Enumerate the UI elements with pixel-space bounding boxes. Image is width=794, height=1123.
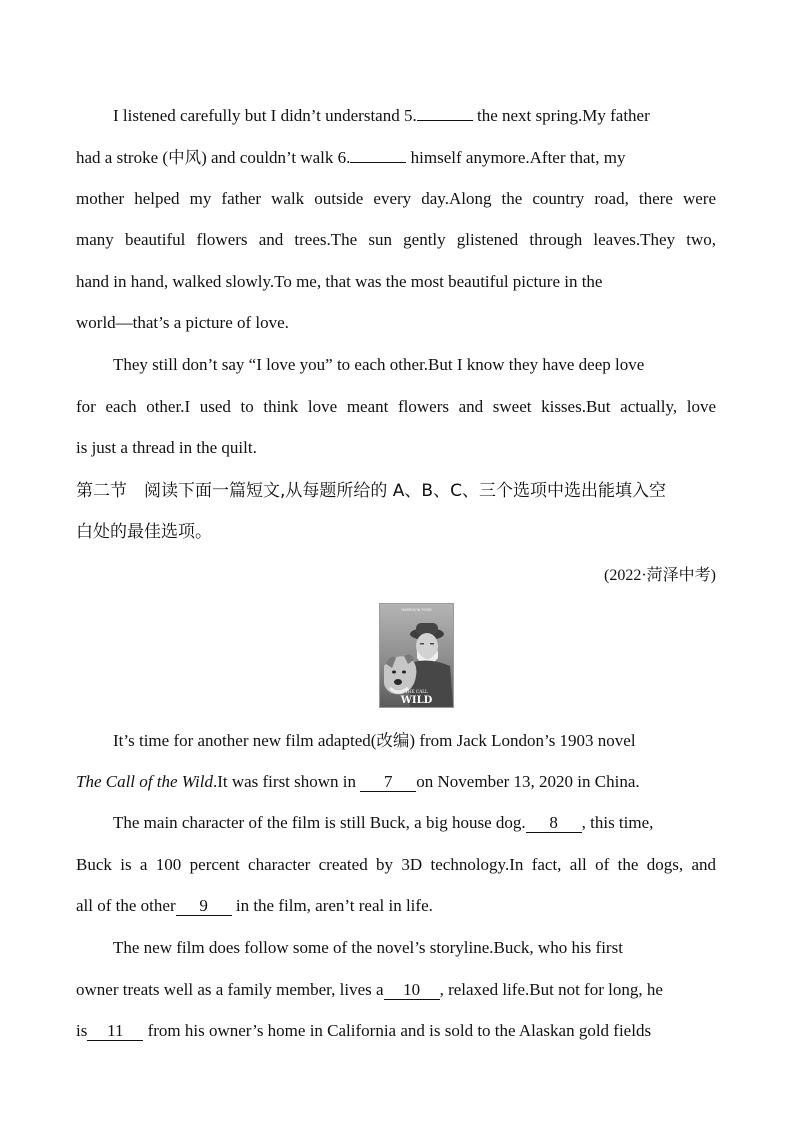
text-segment: I listened carefully but I didn’t understand 5.: [113, 106, 417, 125]
paragraph-quilt-line-3: is just a thread in the quilt.: [76, 438, 257, 457]
text-segment: , this time,: [581, 813, 654, 832]
answer-blank-5[interactable]: [417, 106, 473, 121]
chinese-gloss: 改编: [376, 731, 410, 750]
poster-title-large: WILD: [400, 695, 433, 706]
text-segment: It’s time for another new film adapted(: [113, 731, 377, 750]
text-segment: had a stroke (: [76, 148, 169, 167]
paragraph-love-line-2: [76, 147, 716, 169]
paragraph-quilt-line-2: for each other.I used to think love meant flowers and sweet kisses.But actually, love: [76, 397, 716, 416]
passage-p2-line-3: [76, 895, 716, 917]
answer-blank-7[interactable]: 7: [360, 773, 416, 792]
paragraph-love-line-1: [113, 105, 716, 127]
text-segment: all of the other: [76, 896, 176, 915]
answer-blank-8[interactable]: 8: [526, 814, 582, 833]
text-segment: in the film, aren’t real in life.: [231, 896, 433, 915]
poster-top-credit: HARRISON FORD: [401, 608, 432, 612]
text-segment: ) and couldn’t walk 6.: [201, 148, 351, 167]
text-segment: the next spring.My father: [472, 106, 650, 125]
passage-p1-line-1: [113, 730, 716, 752]
answer-blank-9[interactable]: 9: [176, 897, 232, 916]
passage-p2-line-2: Buck is a 100 percent character created by 3D technology.In fact, all of the dogs, and: [76, 855, 716, 874]
section-2-title-line-1: 第二节 阅读下面一篇短文,从每题所给的 A、B、C、三个选项中选出能填入空: [76, 481, 666, 501]
poster-title-small: THE CALL: [405, 689, 428, 694]
paragraph-love-line-3: mother helped my father walk outside every day.Along the country road, there were: [76, 189, 716, 208]
text-segment: owner treats well as a family member, lives a: [76, 980, 384, 999]
movie-poster-image: [379, 603, 454, 708]
text-segment: .It was first shown in: [212, 772, 361, 791]
paragraph-love-line-4: many beautiful flowers and trees.The sun gently glistened through leaves.They two,: [76, 230, 716, 249]
answer-blank-11[interactable]: 11: [87, 1022, 143, 1041]
passage-p3-line-3: [76, 1020, 716, 1042]
text-segment: from his owner’s home in California and is sold to the Alaskan gold fields: [143, 1021, 652, 1040]
text-segment: , relaxed life.But not for long, he: [439, 980, 663, 999]
paragraph-quilt-line-1: They still don’t say “I love you” to each other.But I know they have deep love: [113, 355, 645, 374]
text-segment: himself anymore.After that, my: [406, 148, 626, 167]
chinese-gloss: 中风: [168, 148, 202, 167]
passage-p3-line-2: [76, 979, 716, 1001]
paragraph-love-line-6: world—that’s a picture of love.: [76, 313, 289, 332]
passage-p1-line-2: [76, 771, 716, 793]
novel-title: The Call of the Wild: [76, 772, 213, 791]
answer-blank-10[interactable]: 10: [384, 981, 440, 1000]
passage-p2-line-1: [113, 812, 716, 834]
section-2-title-line-2: 白处的最佳选项。: [76, 522, 212, 542]
exam-source: (2022·菏泽中考): [604, 567, 716, 584]
text-segment: is: [76, 1021, 88, 1040]
passage-p3-line-1: The new film does follow some of the novel’s storyline.Buck, who his first: [113, 938, 623, 957]
text-segment: The main character of the film is still Buck, a big house dog.: [113, 813, 526, 832]
text-segment: on November 13, 2020 in China.: [416, 772, 640, 791]
answer-blank-6[interactable]: [350, 148, 406, 163]
text-segment: ) from Jack London’s 1903 novel: [409, 731, 636, 750]
paragraph-love-line-5: hand in hand, walked slowly.To me, that was the most beautiful picture in the: [76, 272, 603, 291]
